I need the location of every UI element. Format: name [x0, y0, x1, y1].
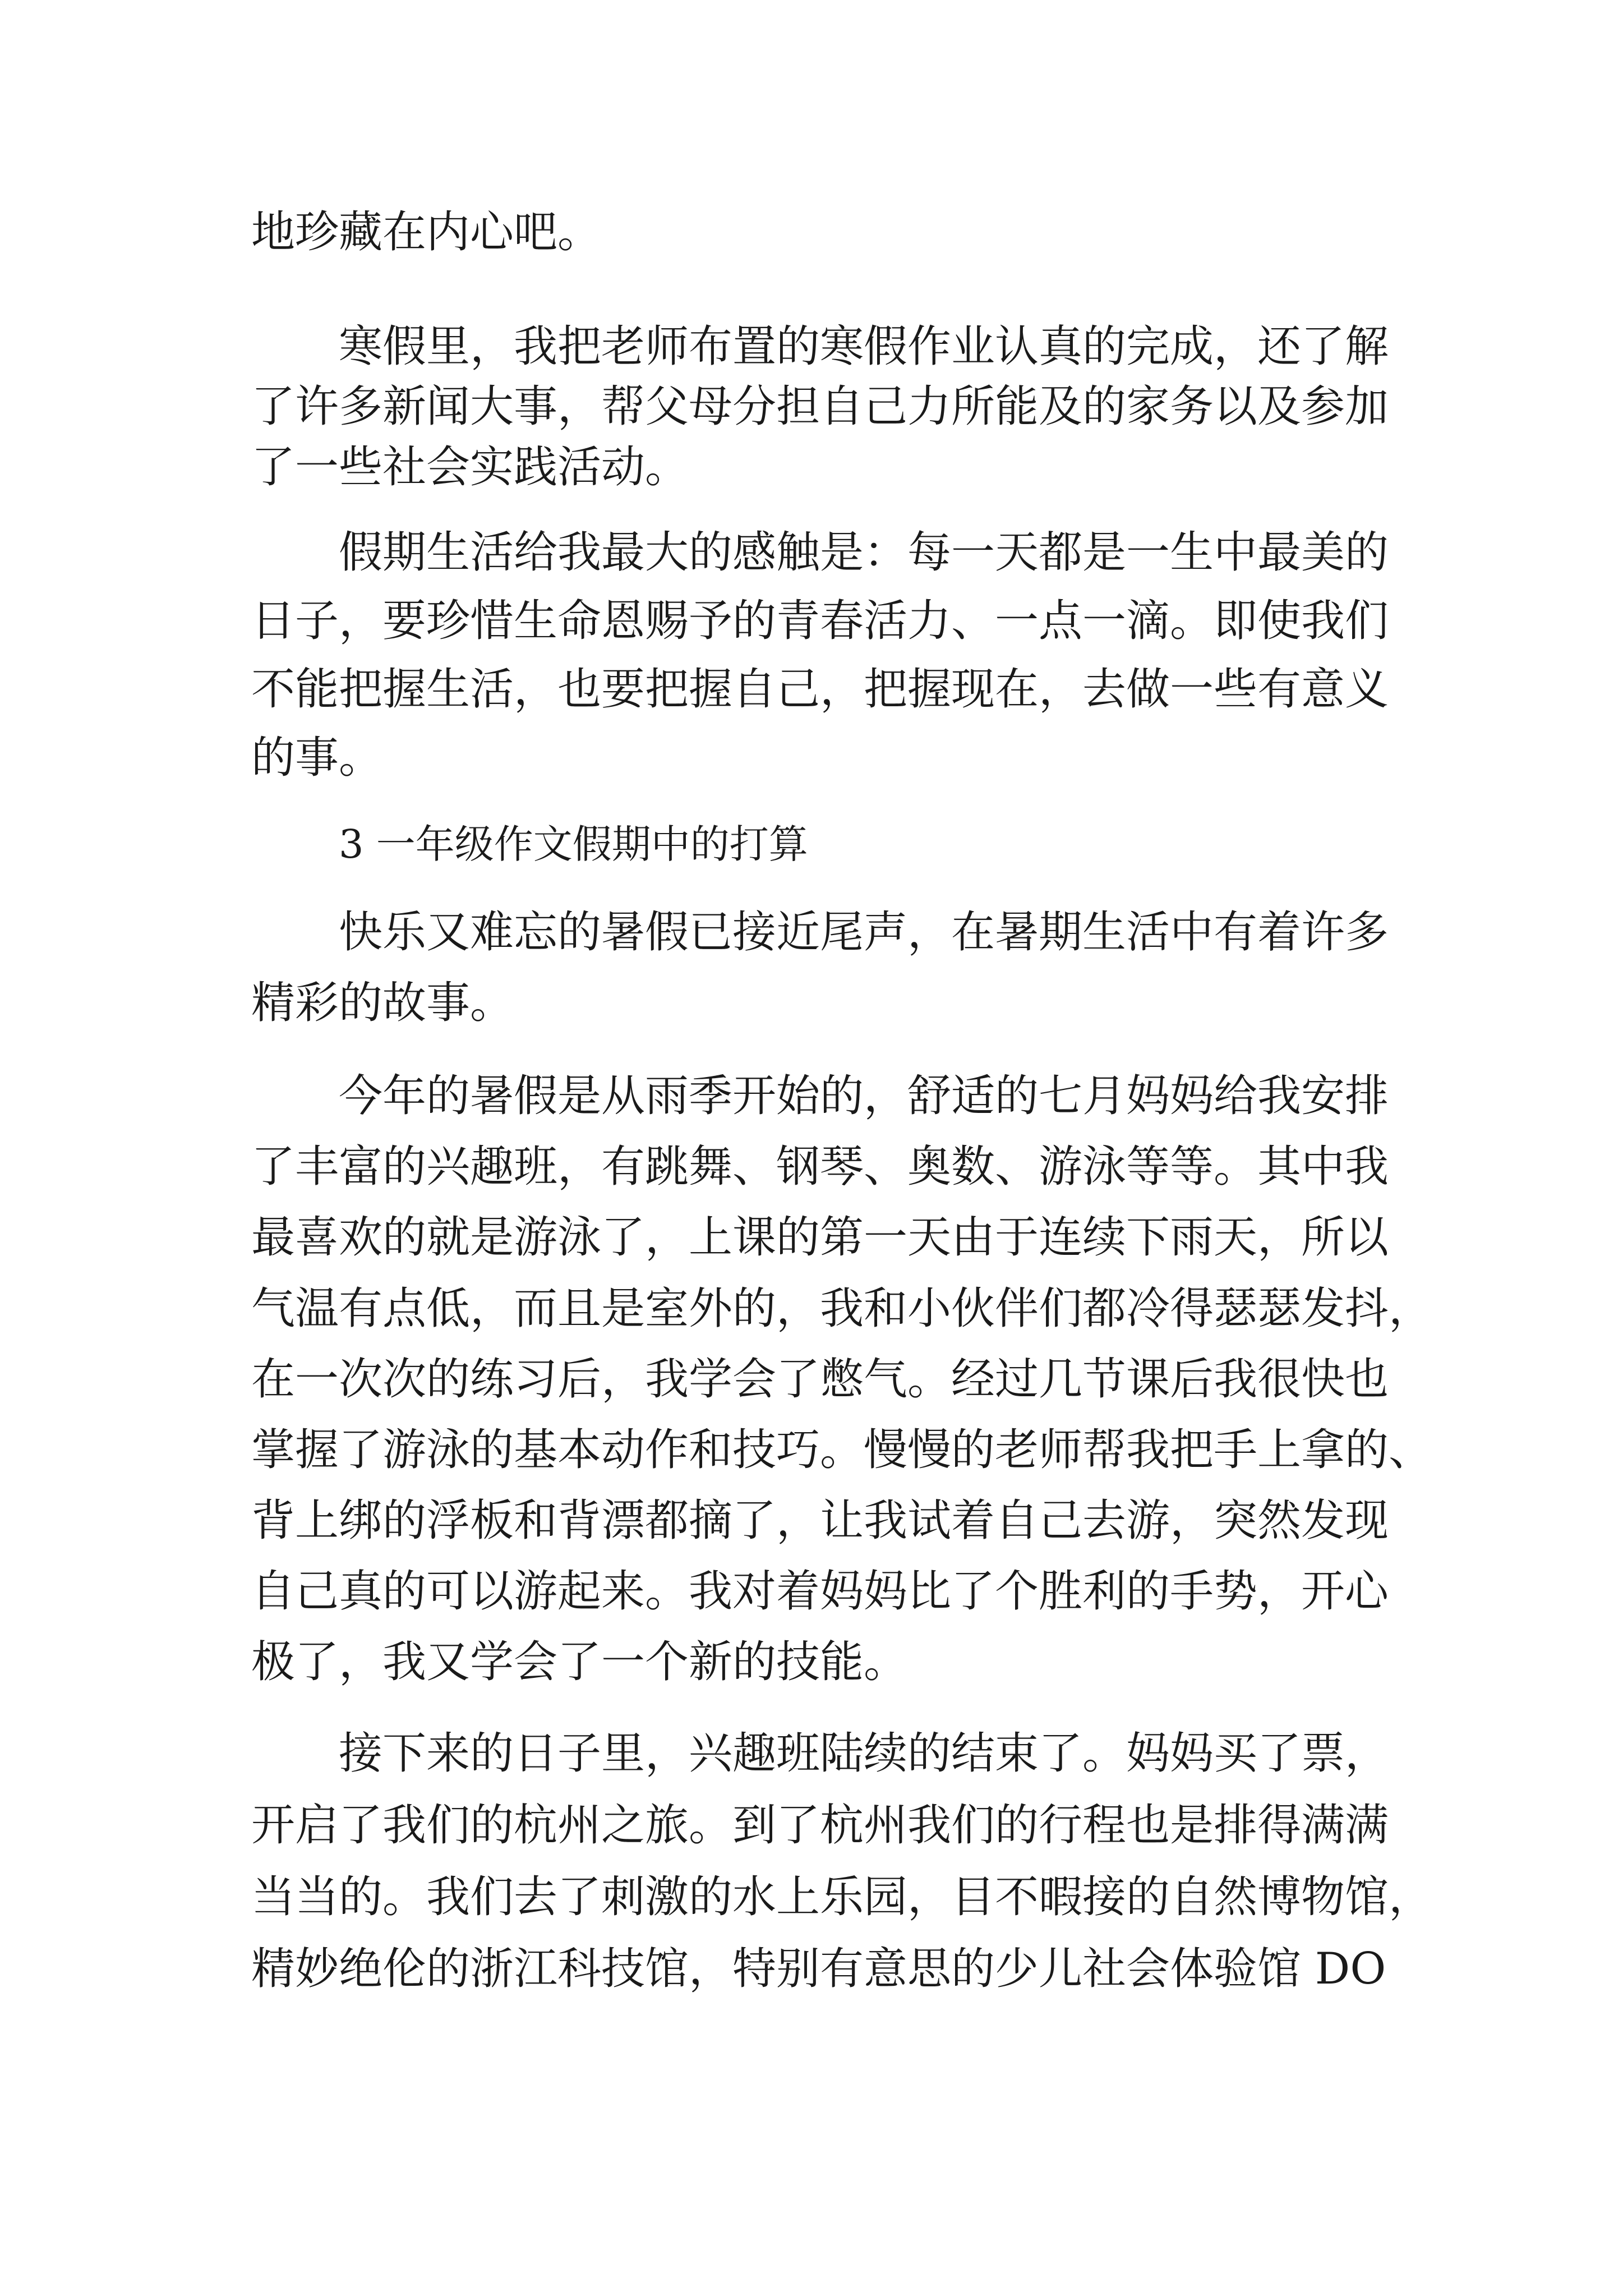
- text-line: 接下来的日子里，兴趣班陆续的结束了。妈妈买了票，: [339, 1728, 1389, 1779]
- text-line: 气温有点低，而且是室外的，我和小伙伴们都冷得瑟瑟发抖，: [251, 1283, 1433, 1334]
- text-line: 的事。: [251, 733, 383, 783]
- text-line: 日子，要珍惜生命恩赐予的青春活力、一点一滴。即使我们: [251, 596, 1389, 646]
- text-line: 了许多新闻大事，帮父母分担自己力所能及的家务以及参加: [251, 381, 1389, 432]
- text-line: 最喜欢的就是游泳了，上课的第一天由于连续下雨天，所以: [251, 1212, 1389, 1263]
- text-line: 了丰富的兴趣班，有跳舞、钢琴、奥数、游泳等等。其中我: [251, 1142, 1389, 1192]
- text-line: 寒假里，我把老师布置的寒假作业认真的完成，还了解: [339, 321, 1389, 372]
- section-heading: 3 一年级作文假期中的打算: [339, 821, 808, 867]
- text-line: 今年的暑假是从雨季开始的，舒适的七月妈妈给我安排: [339, 1071, 1389, 1121]
- text-line: 掌握了游泳的基本动作和技巧。慢慢的老师帮我把手上拿的、: [251, 1425, 1433, 1475]
- text-line: 地珍藏在内心吧。: [251, 207, 602, 257]
- text-line: 假期生活给我最大的感触是：每一天都是一生中最美的: [339, 527, 1389, 578]
- text-line: 了一些社会实践活动。: [251, 442, 689, 493]
- text-line: 精妙绝伦的浙江科技馆，特别有意思的少儿社会体验馆 DO: [251, 1944, 1386, 1994]
- text-line: 快乐又难忘的暑假已接近尾声，在暑期生活中有着许多: [339, 907, 1389, 958]
- text-line: 极了，我又学会了一个新的技能。: [251, 1637, 908, 1687]
- text-line: 当当的。我们去了刺激的水上乐园，目不暇接的自然博物馆，: [251, 1872, 1433, 1922]
- text-line: 自己真的可以游起来。我对着妈妈比了个胜利的手势，开心: [251, 1566, 1389, 1617]
- text-line: 在一次次的练习后，我学会了憋气。经过几节课后我很快也: [251, 1354, 1389, 1405]
- text-line: 背上绑的浮板和背漂都摘了，让我试着自己去游，突然发现: [251, 1496, 1389, 1546]
- text-line: 精彩的故事。: [251, 978, 514, 1028]
- text-line: 开启了我们的杭州之旅。到了杭州我们的行程也是排得满满: [251, 1800, 1389, 1851]
- text-line: 不能把握生活，也要把握自己，把握现在，去做一些有意义: [251, 664, 1389, 715]
